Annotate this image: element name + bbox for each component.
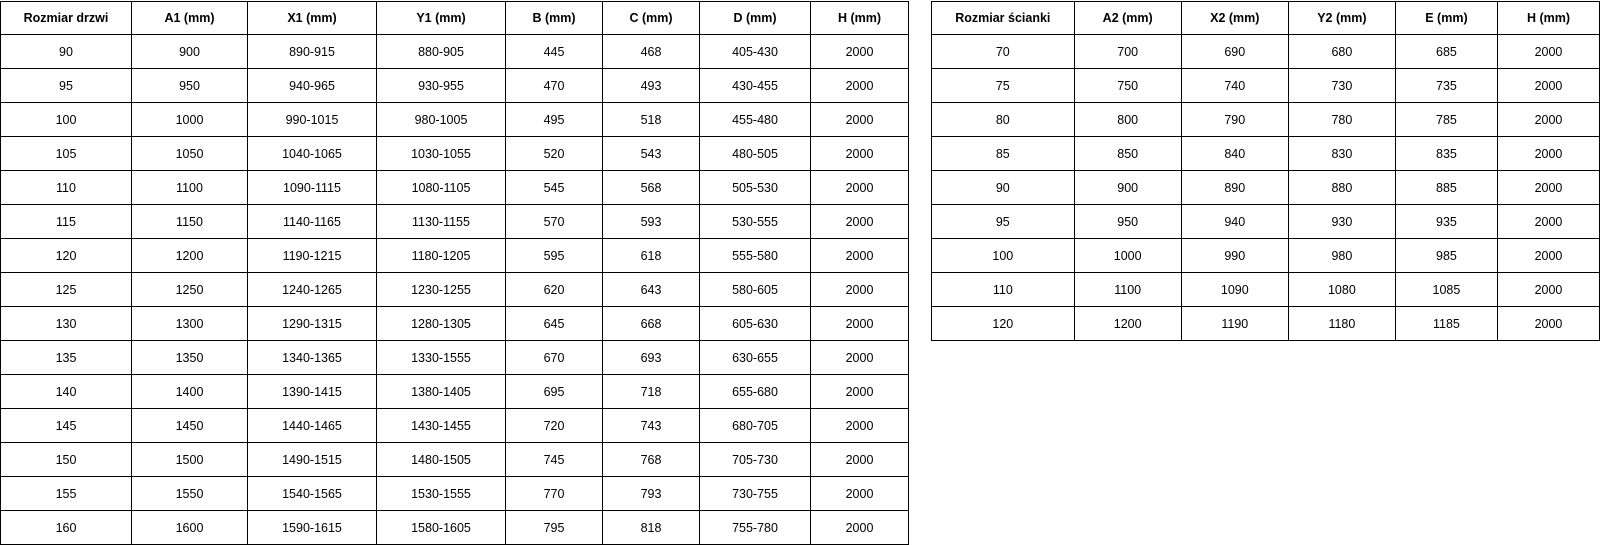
cell: 1080 <box>1288 273 1395 307</box>
table-row <box>1 477 909 511</box>
cell: 2000 <box>811 511 909 545</box>
cell: 835 <box>1395 137 1497 171</box>
cell: 1600 <box>132 511 248 545</box>
cell: 120 <box>932 307 1075 341</box>
cell: 85 <box>932 137 1075 171</box>
cell: 2000 <box>1497 307 1599 341</box>
column-header-x2: X2 (mm) <box>1181 2 1288 35</box>
column-header-d: D (mm) <box>700 2 811 35</box>
column-header-rozmiar-scianki: Rozmiar ścianki <box>932 2 1075 35</box>
cell: 1200 <box>1074 307 1181 341</box>
table-row <box>1 69 909 103</box>
cell: 580-605 <box>700 273 811 307</box>
cell: 2000 <box>811 375 909 409</box>
cell: 2000 <box>811 273 909 307</box>
cell: 1100 <box>132 171 248 205</box>
cell: 1380-1405 <box>377 375 506 409</box>
table-row <box>1 443 909 477</box>
table-row <box>1 205 909 239</box>
cell: 690 <box>1181 35 1288 69</box>
table-row <box>932 273 1600 307</box>
cell: 405-430 <box>700 35 811 69</box>
cell: 695 <box>506 375 603 409</box>
cell: 145 <box>1 409 132 443</box>
table-row <box>932 307 1600 341</box>
cell: 115 <box>1 205 132 239</box>
cell: 1490-1515 <box>248 443 377 477</box>
table-row <box>932 35 1600 69</box>
cell: 1180 <box>1288 307 1395 341</box>
cell: 890 <box>1181 171 1288 205</box>
table-row <box>1 171 909 205</box>
cell: 940 <box>1181 205 1288 239</box>
cell: 693 <box>603 341 700 375</box>
cell: 1580-1605 <box>377 511 506 545</box>
cell: 645 <box>506 307 603 341</box>
cell: 2000 <box>811 137 909 171</box>
cell: 800 <box>1074 103 1181 137</box>
cell: 75 <box>932 69 1075 103</box>
cell: 1190 <box>1181 307 1288 341</box>
cell: 2000 <box>1497 273 1599 307</box>
column-header-y2: Y2 (mm) <box>1288 2 1395 35</box>
cell: 818 <box>603 511 700 545</box>
cell: 885 <box>1395 171 1497 205</box>
walls-dimensions-table-wrapper <box>931 1 1600 341</box>
cell: 1050 <box>132 137 248 171</box>
cell: 595 <box>506 239 603 273</box>
cell: 100 <box>1 103 132 137</box>
table-header-row <box>1 2 909 35</box>
cell: 1200 <box>132 239 248 273</box>
cell: 980 <box>1288 239 1395 273</box>
cell: 1190-1215 <box>248 239 377 273</box>
cell: 1090-1115 <box>248 171 377 205</box>
cell: 90 <box>1 35 132 69</box>
cell: 750 <box>1074 69 1181 103</box>
cell: 730-755 <box>700 477 811 511</box>
cell: 1085 <box>1395 273 1497 307</box>
cell: 2000 <box>811 239 909 273</box>
cell: 1150 <box>132 205 248 239</box>
cell: 468 <box>603 35 700 69</box>
cell: 1540-1565 <box>248 477 377 511</box>
cell: 470 <box>506 69 603 103</box>
cell: 160 <box>1 511 132 545</box>
cell: 890-915 <box>248 35 377 69</box>
cell: 643 <box>603 273 700 307</box>
cell: 95 <box>1 69 132 103</box>
cell: 780 <box>1288 103 1395 137</box>
cell: 100 <box>932 239 1075 273</box>
cell: 2000 <box>1497 35 1599 69</box>
column-header-c: C (mm) <box>603 2 700 35</box>
cell: 795 <box>506 511 603 545</box>
cell: 1450 <box>132 409 248 443</box>
cell: 1330-1555 <box>377 341 506 375</box>
table-header-row <box>932 2 1600 35</box>
cell: 1000 <box>132 103 248 137</box>
cell: 770 <box>506 477 603 511</box>
cell: 1230-1255 <box>377 273 506 307</box>
cell: 930-955 <box>377 69 506 103</box>
cell: 1100 <box>1074 273 1181 307</box>
cell: 1040-1065 <box>248 137 377 171</box>
cell: 705-730 <box>700 443 811 477</box>
cell: 840 <box>1181 137 1288 171</box>
cell: 740 <box>1181 69 1288 103</box>
cell: 730 <box>1288 69 1395 103</box>
cell: 930 <box>1288 205 1395 239</box>
cell: 518 <box>603 103 700 137</box>
cell: 670 <box>506 341 603 375</box>
column-header-h: H (mm) <box>811 2 909 35</box>
cell: 493 <box>603 69 700 103</box>
cell: 985 <box>1395 239 1497 273</box>
table-row <box>932 69 1600 103</box>
cell: 95 <box>932 205 1075 239</box>
cell: 155 <box>1 477 132 511</box>
cell: 430-455 <box>700 69 811 103</box>
table-row <box>1 103 909 137</box>
table-row <box>1 137 909 171</box>
table-row <box>1 239 909 273</box>
cell: 1350 <box>132 341 248 375</box>
cell: 935 <box>1395 205 1497 239</box>
cell: 570 <box>506 205 603 239</box>
cell: 880-905 <box>377 35 506 69</box>
doors-dimensions-table <box>0 1 909 545</box>
table-row <box>1 511 909 545</box>
cell: 755-780 <box>700 511 811 545</box>
table-row <box>932 137 1600 171</box>
column-header-x1: X1 (mm) <box>248 2 377 35</box>
cell: 790 <box>1181 103 1288 137</box>
cell: 2000 <box>811 443 909 477</box>
cell: 1590-1615 <box>248 511 377 545</box>
cell: 140 <box>1 375 132 409</box>
cell: 900 <box>1074 171 1181 205</box>
cell: 680 <box>1288 35 1395 69</box>
table-row <box>1 273 909 307</box>
cell: 2000 <box>811 35 909 69</box>
cell: 150 <box>1 443 132 477</box>
cell: 543 <box>603 137 700 171</box>
cell: 618 <box>603 239 700 273</box>
cell: 680-705 <box>700 409 811 443</box>
cell: 900 <box>132 35 248 69</box>
cell: 1530-1555 <box>377 477 506 511</box>
cell: 940-965 <box>248 69 377 103</box>
cell: 1140-1165 <box>248 205 377 239</box>
column-header-rozmiar-drzwi: Rozmiar drzwi <box>1 2 132 35</box>
cell: 2000 <box>1497 69 1599 103</box>
cell: 605-630 <box>700 307 811 341</box>
cell: 1400 <box>132 375 248 409</box>
cell: 2000 <box>811 477 909 511</box>
cell: 1280-1305 <box>377 307 506 341</box>
table-row <box>1 35 909 69</box>
column-header-b: B (mm) <box>506 2 603 35</box>
cell: 1240-1265 <box>248 273 377 307</box>
column-header-a2: A2 (mm) <box>1074 2 1181 35</box>
cell: 880 <box>1288 171 1395 205</box>
cell: 125 <box>1 273 132 307</box>
cell: 630-655 <box>700 341 811 375</box>
cell: 950 <box>1074 205 1181 239</box>
cell: 685 <box>1395 35 1497 69</box>
column-header-e: E (mm) <box>1395 2 1497 35</box>
cell: 620 <box>506 273 603 307</box>
table-row <box>1 307 909 341</box>
cell: 90 <box>932 171 1075 205</box>
cell: 555-580 <box>700 239 811 273</box>
cell: 2000 <box>811 341 909 375</box>
cell: 1000 <box>1074 239 1181 273</box>
cell: 530-555 <box>700 205 811 239</box>
cell: 1185 <box>1395 307 1497 341</box>
cell: 2000 <box>1497 137 1599 171</box>
cell: 2000 <box>1497 103 1599 137</box>
table-row <box>932 103 1600 137</box>
doors-table-header <box>1 2 909 35</box>
doors-table-body <box>1 35 909 545</box>
table-row <box>1 409 909 443</box>
cell: 1340-1365 <box>248 341 377 375</box>
column-header-y1: Y1 (mm) <box>377 2 506 35</box>
table-row <box>1 375 909 409</box>
cell: 2000 <box>811 307 909 341</box>
cell: 1180-1205 <box>377 239 506 273</box>
cell: 130 <box>1 307 132 341</box>
cell: 1550 <box>132 477 248 511</box>
cell: 2000 <box>1497 205 1599 239</box>
cell: 520 <box>506 137 603 171</box>
walls-table-body <box>932 35 1600 341</box>
table-row <box>932 205 1600 239</box>
table-row <box>1 341 909 375</box>
cell: 1430-1455 <box>377 409 506 443</box>
cell: 70 <box>932 35 1075 69</box>
cell: 850 <box>1074 137 1181 171</box>
cell: 105 <box>1 137 132 171</box>
cell: 1030-1055 <box>377 137 506 171</box>
cell: 990 <box>1181 239 1288 273</box>
cell: 700 <box>1074 35 1181 69</box>
cell: 980-1005 <box>377 103 506 137</box>
cell: 990-1015 <box>248 103 377 137</box>
cell: 110 <box>932 273 1075 307</box>
cell: 455-480 <box>700 103 811 137</box>
cell: 545 <box>506 171 603 205</box>
walls-table-header <box>932 2 1600 35</box>
cell: 950 <box>132 69 248 103</box>
cell: 2000 <box>1497 239 1599 273</box>
cell: 743 <box>603 409 700 443</box>
cell: 1080-1105 <box>377 171 506 205</box>
cell: 2000 <box>811 171 909 205</box>
cell: 495 <box>506 103 603 137</box>
cell: 1500 <box>132 443 248 477</box>
cell: 120 <box>1 239 132 273</box>
cell: 1130-1155 <box>377 205 506 239</box>
cell: 2000 <box>811 69 909 103</box>
cell: 2000 <box>811 205 909 239</box>
cell: 785 <box>1395 103 1497 137</box>
cell: 135 <box>1 341 132 375</box>
cell: 1300 <box>132 307 248 341</box>
cell: 2000 <box>811 409 909 443</box>
cell: 793 <box>603 477 700 511</box>
cell: 1090 <box>1181 273 1288 307</box>
cell: 668 <box>603 307 700 341</box>
cell: 110 <box>1 171 132 205</box>
doors-dimensions-table-wrapper <box>0 1 909 545</box>
cell: 2000 <box>1497 171 1599 205</box>
cell: 1480-1505 <box>377 443 506 477</box>
column-header-h: H (mm) <box>1497 2 1599 35</box>
cell: 1390-1415 <box>248 375 377 409</box>
cell: 480-505 <box>700 137 811 171</box>
cell: 745 <box>506 443 603 477</box>
cell: 568 <box>603 171 700 205</box>
cell: 1440-1465 <box>248 409 377 443</box>
cell: 505-530 <box>700 171 811 205</box>
cell: 593 <box>603 205 700 239</box>
cell: 830 <box>1288 137 1395 171</box>
cell: 80 <box>932 103 1075 137</box>
column-header-a1: A1 (mm) <box>132 2 248 35</box>
cell: 718 <box>603 375 700 409</box>
table-row <box>932 239 1600 273</box>
cell: 2000 <box>811 103 909 137</box>
cell: 1290-1315 <box>248 307 377 341</box>
cell: 445 <box>506 35 603 69</box>
cell: 1250 <box>132 273 248 307</box>
table-row <box>932 171 1600 205</box>
cell: 768 <box>603 443 700 477</box>
cell: 655-680 <box>700 375 811 409</box>
cell: 720 <box>506 409 603 443</box>
cell: 735 <box>1395 69 1497 103</box>
walls-dimensions-table <box>931 1 1600 341</box>
